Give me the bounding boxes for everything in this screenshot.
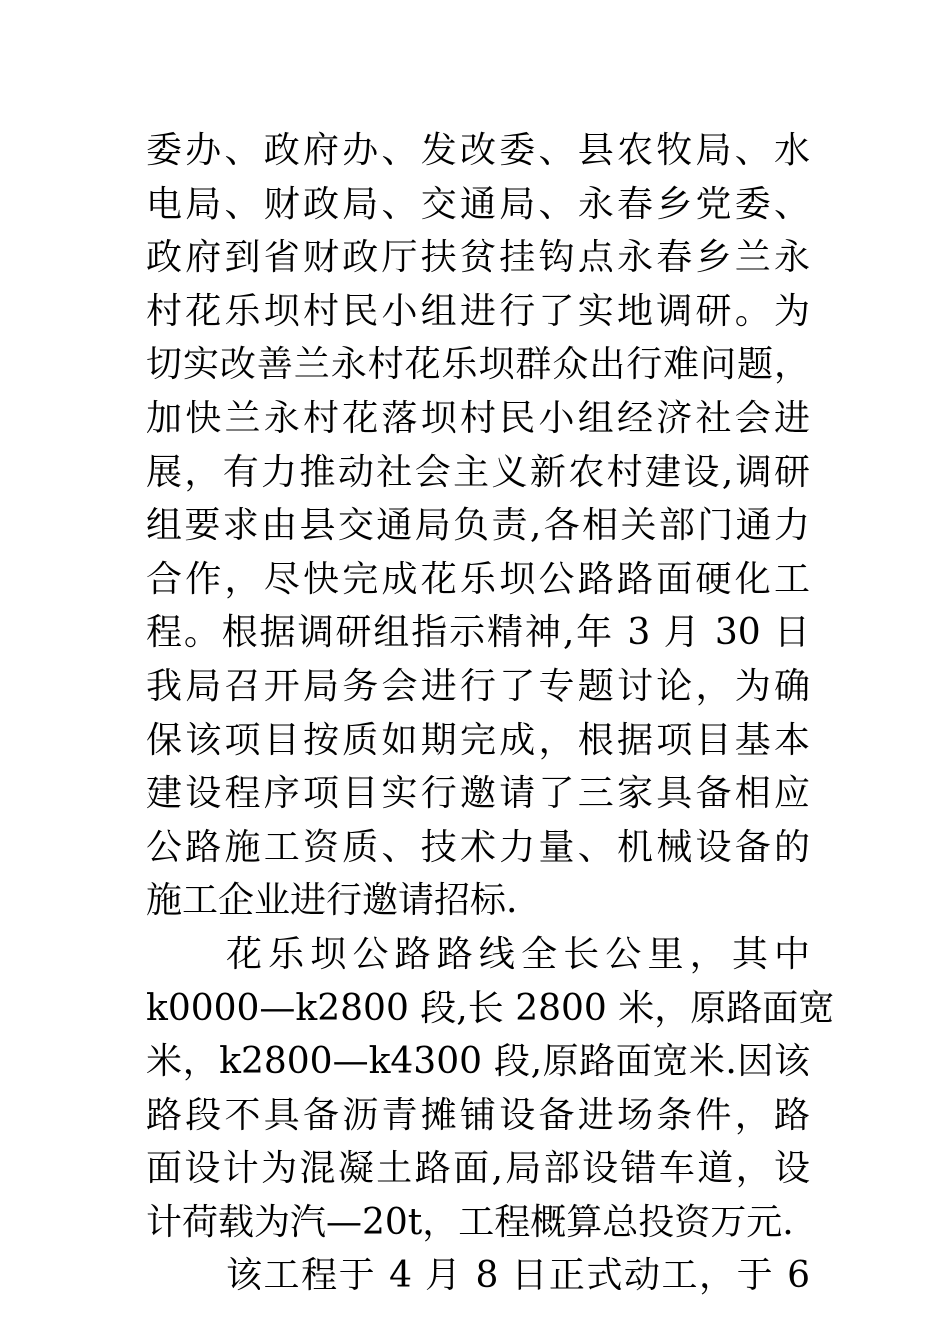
- paragraph-start-line: 花乐坝公路路线全长公里，其中: [226, 933, 810, 975]
- text-line: 公路施工资质、技术力量、机械设备的: [146, 826, 810, 868]
- text-line: 切实改善兰永村花乐坝群众出行难问题，: [146, 344, 810, 386]
- text-line: 施工企业进行邀请招标.: [146, 880, 518, 922]
- body-text: [146, 124, 835, 1303]
- text-line: 我局召开局务会进行了专题讨论，为确: [146, 665, 810, 707]
- text-line: 电局、财政局、交通局、永春乡党委、: [146, 183, 810, 225]
- text-line: 程。根据调研组指示精神,年 3 月 30 日: [146, 612, 810, 654]
- text-line: 展，有力推动社会主义新农村建设,调研: [146, 451, 810, 493]
- paragraph-start-line: 该工程于 4 月 8 日正式动工，于 6: [226, 1255, 810, 1297]
- text-line: 路段不具备沥青摊铺设备进场条件，路: [146, 1094, 810, 1136]
- text-line: 委办、政府办、发改委、县农牧局、水: [146, 130, 810, 171]
- text-line: 建设程序项目实行邀请了三家具备相应: [146, 773, 810, 815]
- text-line: 加快兰永村花落坝村民小组经济社会进: [146, 397, 810, 439]
- text-line: 计荷载为汽—20t，工程概算总投资万元.: [146, 1201, 794, 1243]
- text-line: 保该项目按质如期完成，根据项目基本: [146, 719, 810, 761]
- text-line: k0000—k2800 段,长 2800 米，原路面宽: [146, 987, 835, 1029]
- text-line: 合作，尽快完成花乐坝公路路面硬化工: [146, 558, 810, 600]
- text-line: 米，k2800—k4300 段,原路面宽米.因该: [146, 1041, 810, 1083]
- text-line: 政府到省财政厅扶贫挂钩点永春乡兰永: [146, 237, 810, 279]
- text-line: 组要求由县交通局负责,各相关部门通力: [146, 505, 810, 547]
- text-line: 村花乐坝村民小组进行了实地调研。为: [146, 290, 810, 332]
- text-line: 面设计为混凝土路面,局部设错车道，设: [146, 1148, 810, 1190]
